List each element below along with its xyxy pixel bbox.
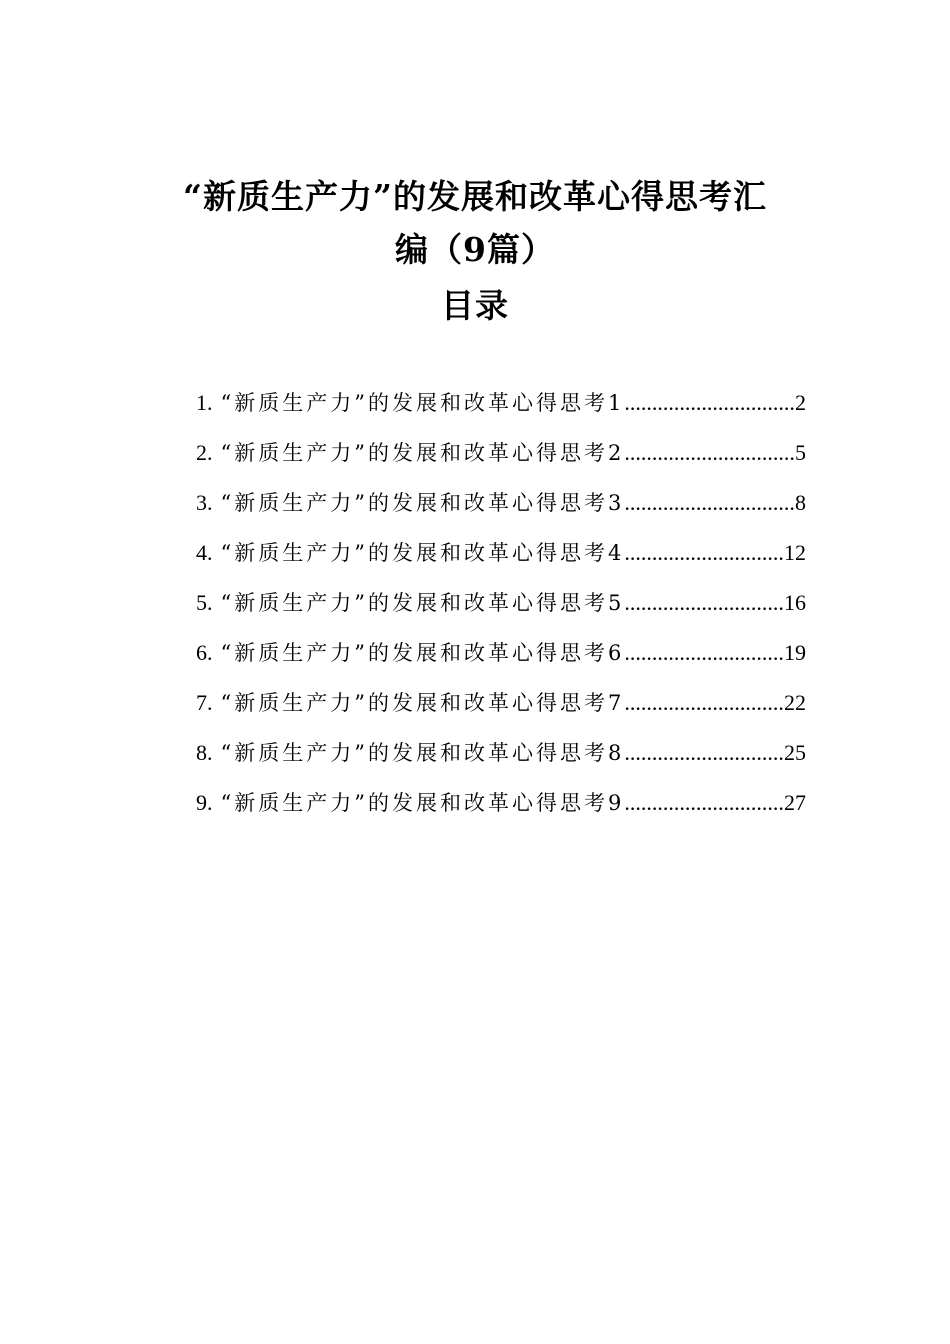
toc-entry-number: 7.: [196, 690, 213, 715]
toc-dot-leader: [624, 728, 784, 778]
document-title: [150, 170, 800, 332]
title-line-1: “新质生产力”的发展和改革心得思考汇: [183, 177, 767, 216]
toc-entry-page: 12: [784, 540, 806, 565]
table-of-contents: [196, 378, 806, 828]
toc-entry-3[interactable]: [196, 478, 806, 528]
toc-entry-2[interactable]: [196, 428, 806, 478]
toc-entry-title: “新质生产力”的发展和改革心得思考9: [220, 791, 625, 815]
toc-entry-title: “新质生产力”的发展和改革心得思考5: [220, 591, 625, 615]
toc-entry-title: “新质生产力”的发展和改革心得思考4: [220, 541, 625, 565]
toc-entry-title: “新质生产力”的发展和改革心得思考2: [220, 441, 625, 465]
toc-entry-number: 5.: [196, 590, 213, 615]
toc-dot-leader: [624, 528, 784, 578]
toc-entry-9[interactable]: [196, 778, 806, 828]
toc-entry-1[interactable]: [196, 378, 806, 428]
toc-entry-number: 3.: [196, 490, 213, 515]
toc-dot-leader: [624, 378, 795, 428]
toc-entry-5[interactable]: [196, 578, 806, 628]
toc-dot-leader: [624, 678, 784, 728]
toc-entry-page: 8: [795, 490, 806, 515]
toc-entry-8[interactable]: [196, 728, 806, 778]
toc-entry-title: “新质生产力”的发展和改革心得思考1: [220, 391, 625, 415]
toc-entry-title: “新质生产力”的发展和改革心得思考6: [220, 641, 625, 665]
toc-entry-7[interactable]: [196, 678, 806, 728]
toc-entry-title: “新质生产力”的发展和改革心得思考8: [220, 741, 625, 765]
toc-entry-title: “新质生产力”的发展和改革心得思考7: [220, 691, 625, 715]
toc-entry-number: 6.: [196, 640, 213, 665]
toc-entry-page: 5: [795, 440, 806, 465]
toc-entry-number: 1.: [196, 390, 213, 415]
toc-entry-number: 2.: [196, 440, 213, 465]
toc-dot-leader: [624, 478, 795, 528]
toc-entry-number: 9.: [196, 790, 213, 815]
toc-entry-page: 22: [784, 690, 806, 715]
toc-entry-6[interactable]: [196, 628, 806, 678]
title-line-2: 编（9篇）: [395, 230, 555, 269]
toc-entry-page: 2: [795, 390, 806, 415]
toc-entry-number: 8.: [196, 740, 213, 765]
toc-entry-page: 19: [784, 640, 806, 665]
toc-heading: 目录: [441, 286, 509, 325]
toc-entry-page: 25: [784, 740, 806, 765]
toc-dot-leader: [624, 628, 784, 678]
toc-entry-4[interactable]: [196, 528, 806, 578]
toc-dot-leader: [624, 428, 795, 478]
toc-dot-leader: [624, 578, 784, 628]
toc-entry-page: 16: [784, 590, 806, 615]
toc-entry-page: 27: [784, 790, 806, 815]
toc-entry-number: 4.: [196, 540, 213, 565]
toc-dot-leader: [624, 778, 784, 828]
toc-entry-title: “新质生产力”的发展和改革心得思考3: [220, 491, 625, 515]
